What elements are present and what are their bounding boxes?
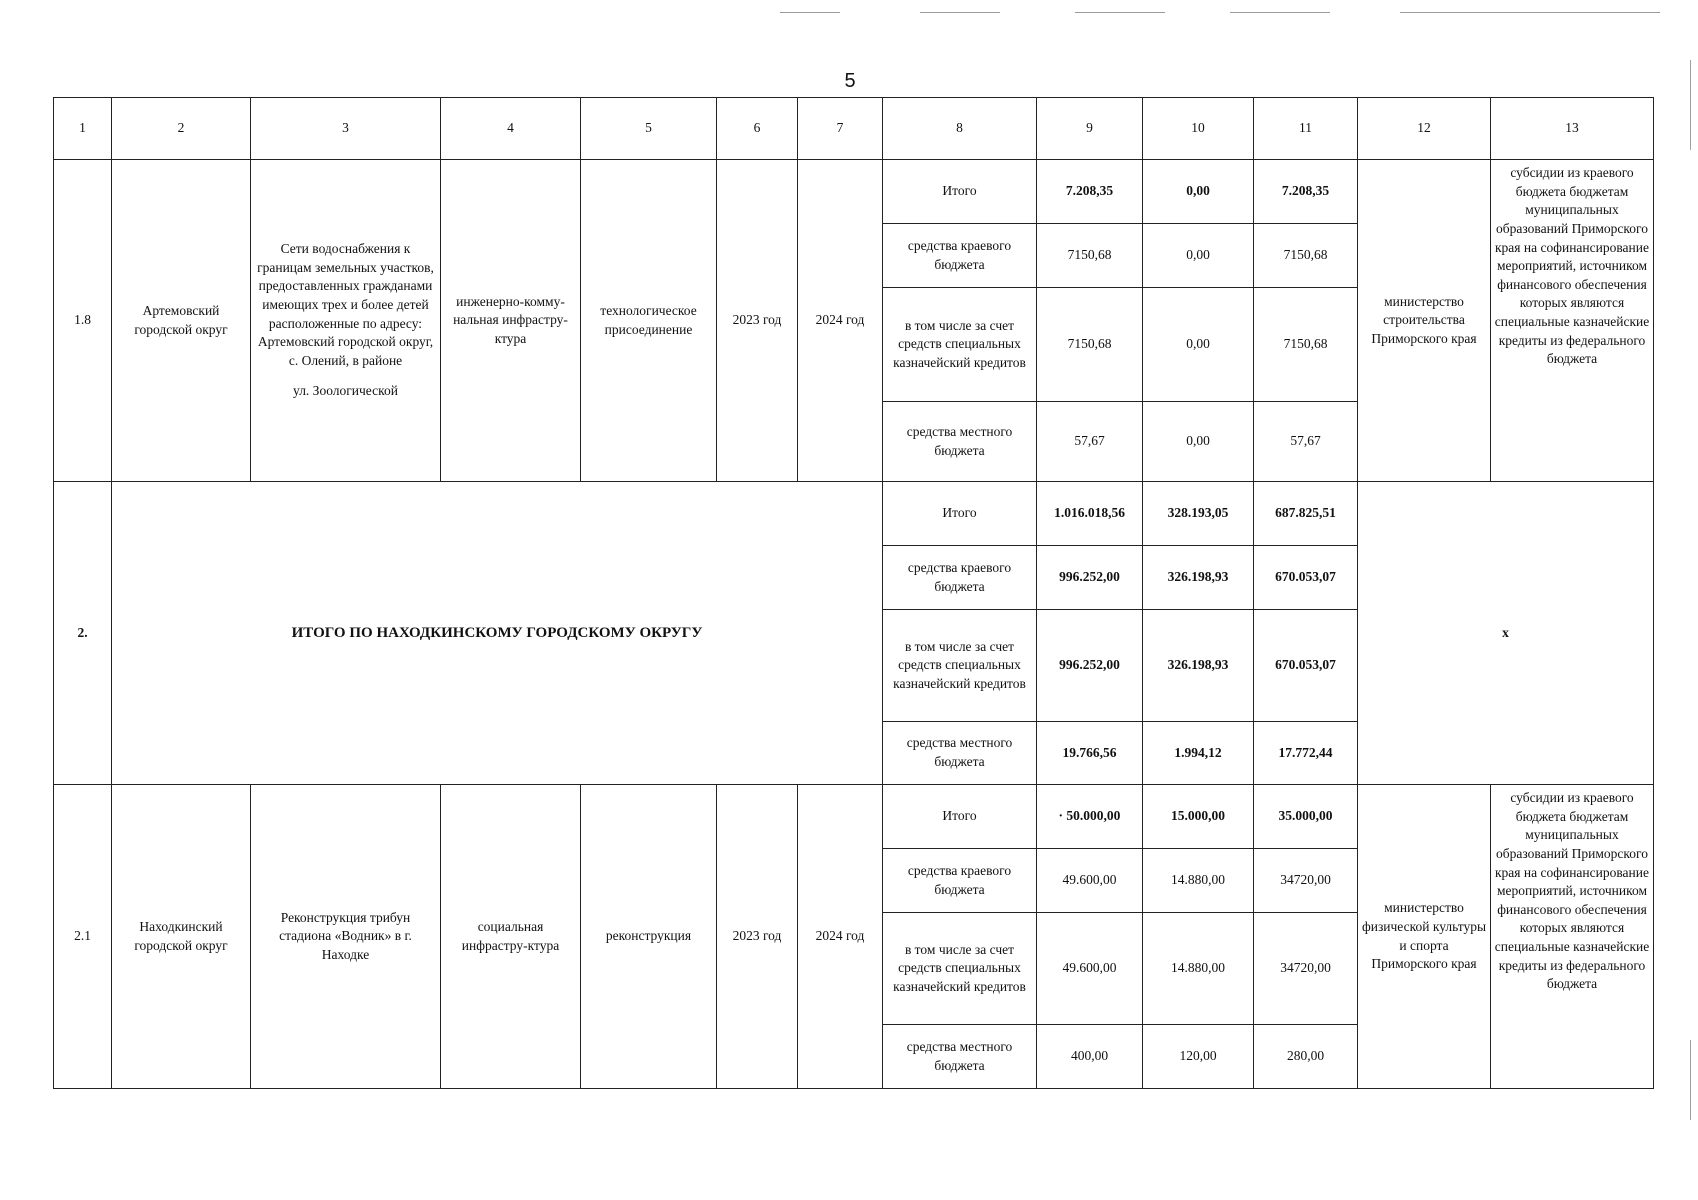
total-cell: 7150,68 [1037,224,1143,288]
header-cell: 10 [1143,98,1254,160]
year-2024-cell: 35.000,00 [1254,785,1358,849]
funding-source-cell: в том числе за счет средств специальных казначейский кредитов [883,610,1037,722]
year-2024-cell: 687.825,51 [1254,482,1358,546]
row-number: 2. [54,482,112,785]
municipality-cell: Артемовский городской округ [112,160,251,482]
section-total-title: ИТОГО ПО НАХОДКИНСКОМУ ГОРОДСКОМУ ОКРУГУ [112,482,883,785]
year-2023-cell: 1.994,12 [1143,722,1254,785]
total-cell: 400,00 [1037,1025,1143,1089]
scan-artifact-line [780,12,840,13]
table-row [54,785,1654,849]
header-cell: 9 [1037,98,1143,160]
year-2024-cell: 670.053,07 [1254,546,1358,610]
end-year-cell: 2024 год [798,160,883,482]
total-cell: 1.016.018,56 [1037,482,1143,546]
header-cell: 8 [883,98,1037,160]
infra-type-cell: социальная инфрастру-ктура [441,785,581,1089]
header-cell: 1 [54,98,112,160]
header-cell: 11 [1254,98,1358,160]
funding-table [53,97,1654,1089]
page-number: 5 [844,70,856,92]
note-cell: субсидии из краевого бюджета бюджетам муниципальных образований Приморского края на софинансирование мероприятий, источником финансового обеспечения которых являются специальные казначейские кредиты из федерального бюджета [1491,160,1654,482]
start-year-cell: 2023 год [717,785,798,1089]
row-number: 1.8 [54,160,112,482]
funding-source-cell: средства местного бюджета [883,722,1037,785]
year-2023-cell: 326.198,93 [1143,610,1254,722]
header-cell: 2 [112,98,251,160]
work-type-cell: технологическое присоединение [581,160,717,482]
object-address-extra: ул. Зоологической [293,383,398,399]
total-cell: · 50.000,00 [1037,785,1143,849]
funding-source-cell: средства местного бюджета [883,402,1037,482]
funding-source-cell: Итого [883,160,1037,224]
year-2023-cell: 0,00 [1143,160,1254,224]
year-2024-cell: 7.208,35 [1254,160,1358,224]
year-2023-cell: 0,00 [1143,402,1254,482]
header-cell: 7 [798,98,883,160]
year-2024-cell: 7150,68 [1254,224,1358,288]
year-2024-cell: 34720,00 [1254,913,1358,1025]
funding-source-cell: средства краевого бюджета [883,849,1037,913]
funding-source-cell: средства краевого бюджета [883,546,1037,610]
header-cell: 12 [1358,98,1491,160]
work-type-cell: реконструкция [581,785,717,1089]
scan-artifact-line [1400,12,1660,13]
header-cell: 3 [251,98,441,160]
funding-source-cell: Итого [883,482,1037,546]
funding-source-cell: в том числе за счет средств специальных казначейский кредитов [883,288,1037,402]
responsible-cell: министерство физической культуры и спорта Приморского края [1358,785,1491,1089]
year-2023-cell: 120,00 [1143,1025,1254,1089]
header-row [54,98,1654,160]
object-cell: Реконструкция трибун стадиона «Водник» в г. Находке [251,785,441,1089]
total-cell: 996.252,00 [1037,610,1143,722]
funding-source-cell: Итого [883,785,1037,849]
header-cell: 13 [1491,98,1654,160]
total-cell: 49.600,00 [1037,913,1143,1025]
total-cell: 57,67 [1037,402,1143,482]
funding-source-cell: средства краевого бюджета [883,224,1037,288]
year-2023-cell: 0,00 [1143,288,1254,402]
total-cell: 19.766,56 [1037,722,1143,785]
scan-artifact-edge [1690,60,1691,150]
funding-source-cell: в том числе за счет средств специальных казначейский кредитов [883,913,1037,1025]
header-cell: 5 [581,98,717,160]
year-2024-cell: 34720,00 [1254,849,1358,913]
header-cell: 4 [441,98,581,160]
table-row [54,482,1654,546]
not-applicable-mark: x [1358,482,1654,785]
object-text: Сети водоснабжения к границам земельных участков, предоставленных гражданами имеющих трех и более детей расположенные по адресу: Артемовский городской округ, с. Олений, в районе [257,241,434,368]
total-cell: 7.208,35 [1037,160,1143,224]
year-2023-cell: 326.198,93 [1143,546,1254,610]
year-2024-cell: 17.772,44 [1254,722,1358,785]
year-2024-cell: 57,67 [1254,402,1358,482]
year-2024-cell: 7150,68 [1254,288,1358,402]
year-2024-cell: 280,00 [1254,1025,1358,1089]
note-cell: субсидии из краевого бюджета бюджетам муниципальных образований Приморского края на софинансирование мероприятий, источником финансового обеспечения которых являются специальные казначейские кредиты из федерального бюджета [1491,785,1654,1089]
object-cell [251,160,441,482]
total-cell: 996.252,00 [1037,546,1143,610]
scan-artifact-line [1075,12,1165,13]
header-cell: 6 [717,98,798,160]
table-row [54,160,1654,224]
year-2023-cell: 328.193,05 [1143,482,1254,546]
municipality-cell: Находкинский городской округ [112,785,251,1089]
year-2023-cell: 0,00 [1143,224,1254,288]
scan-artifact-line [920,12,1000,13]
start-year-cell: 2023 год [717,160,798,482]
total-cell: 49.600,00 [1037,849,1143,913]
year-2023-cell: 14.880,00 [1143,849,1254,913]
year-2024-cell: 670.053,07 [1254,610,1358,722]
total-cell: 7150,68 [1037,288,1143,402]
funding-source-cell: средства местного бюджета [883,1025,1037,1089]
scan-artifact-line [1230,12,1330,13]
responsible-cell: министерство строительства Приморского края [1358,160,1491,482]
row-number: 2.1 [54,785,112,1089]
scan-artifact-edge [1690,1040,1691,1120]
end-year-cell: 2024 год [798,785,883,1089]
year-2023-cell: 15.000,00 [1143,785,1254,849]
infra-type-cell: инженерно-комму-нальная инфрастру-ктура [441,160,581,482]
year-2023-cell: 14.880,00 [1143,913,1254,1025]
